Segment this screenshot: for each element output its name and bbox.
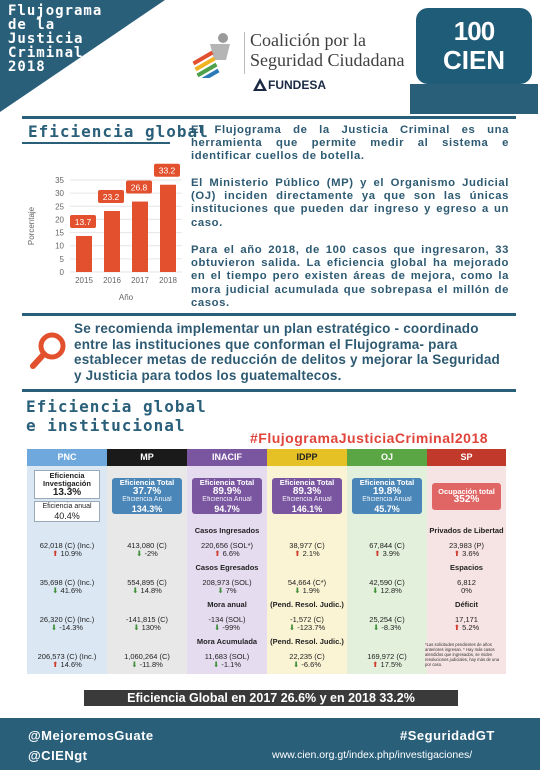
- pnc-eff-value: 13.3%: [52, 486, 82, 498]
- metric-label: Mora Acumulada: [187, 637, 267, 648]
- metric-value: 413,080 (C): [127, 540, 167, 550]
- metric-change-value: 41.6%: [60, 586, 82, 595]
- metric-cell: [187, 574, 267, 600]
- data-label: 13.7: [74, 216, 92, 227]
- y-tick-label: 5: [59, 254, 64, 264]
- table-row: [27, 574, 506, 600]
- metric-change: [108, 624, 186, 633]
- metric-change: [268, 624, 346, 633]
- metric-change-value: 5.2%: [462, 623, 480, 632]
- arrow-up-icon: ⬆: [453, 623, 463, 632]
- arrow-down-icon: ⬇: [372, 586, 381, 595]
- x-axis-label: Año: [118, 293, 134, 302]
- metric-change: [428, 550, 505, 559]
- table-subheader-row: [27, 563, 506, 574]
- arrow-down-icon: ⬇: [293, 660, 302, 669]
- metric-value: 208,973 (SOL): [202, 577, 252, 587]
- metric-value: 23,983 (P): [448, 540, 485, 550]
- twitter-handle-mejoremos[interactable]: @MejoremosGuate: [28, 728, 154, 743]
- coalicion-line1: Coalición por la: [250, 30, 366, 50]
- corner-title-line: 2018: [8, 59, 46, 75]
- metric-cell: [427, 611, 506, 637]
- oj-annual-label: Eficiencia Anual: [362, 496, 412, 503]
- metric-cell: [107, 611, 187, 637]
- header-oj: OJ: [347, 449, 427, 466]
- hashtag-seguridad[interactable]: #SeguridadGT: [400, 728, 495, 743]
- y-tick-label: 10: [55, 241, 64, 251]
- empty-cell: [27, 637, 107, 648]
- table-row: [27, 611, 506, 637]
- metric-cell: [187, 648, 267, 674]
- inacif-annual-label: Eficiencia Anual: [202, 496, 252, 503]
- oj-annual-value: 45.7%: [374, 503, 400, 514]
- corner-title-line: Justicia: [8, 31, 84, 47]
- institutions-table: [27, 449, 506, 674]
- section-title-institucional: [26, 397, 207, 435]
- metric-change: [348, 587, 426, 596]
- header-sp: SP: [427, 449, 506, 466]
- metric-cell: [347, 611, 427, 637]
- metric-change: [28, 661, 106, 670]
- logo-divider: [244, 32, 245, 74]
- bar: [104, 211, 120, 272]
- mp-annual-value: 134.3%: [131, 503, 163, 514]
- inacif-eff-value: 89.9%: [212, 485, 242, 497]
- metric-change-value: 3.6%: [462, 549, 480, 558]
- intro-paragraph: El Flujograma de la Justicia Criminal es una herramienta que permite medir al sistema e identificar cuellos de botella.: [191, 124, 509, 163]
- arrow-down-icon: ⬇: [131, 660, 140, 669]
- recommendation-text: Se recomienda implementar un plan estratégico - coordinado entre las instituciones que conforman el Flujograma- para establecer metas de reducción de delitos y mejorar la Seguridad y Justicia para todos los guatemaltecos.: [74, 321, 501, 383]
- metric-cell: [107, 574, 187, 600]
- arrow-down-icon: ⬇: [213, 660, 222, 669]
- metric-change-value: 1.9%: [302, 586, 320, 595]
- sp-metric-label: Déficit: [427, 600, 506, 611]
- metric-value: -141,815 (C): [125, 614, 169, 624]
- metric-value: 54,664 (C*): [287, 577, 327, 587]
- mp-efficiency-card: [112, 478, 182, 514]
- arrow-up-icon: ⬆: [374, 549, 383, 558]
- header-pnc: PNC: [27, 449, 107, 466]
- metric-value: 35,698 (C) (Inc.): [39, 577, 95, 587]
- metric-cell: [267, 648, 347, 674]
- fundesa-logo-icon: [253, 78, 267, 91]
- metric-change-value: -11.8%: [139, 660, 163, 669]
- idpp-annual-label: Eficiencia Anual: [282, 496, 332, 503]
- section-divider-lower: [22, 389, 516, 392]
- arrow-up-icon: ⬆: [294, 549, 303, 558]
- metric-change-value: 7%: [225, 586, 237, 595]
- empty-cell: [27, 563, 107, 574]
- metric-label-secondary: (Pend. Resol. Judic.): [267, 637, 347, 648]
- metric-change: [428, 624, 505, 633]
- corner-title-line: Criminal: [8, 45, 84, 61]
- metric-label: Mora anual: [187, 600, 267, 611]
- metric-cell: [187, 611, 267, 637]
- cien-logo-number: 100: [453, 16, 495, 46]
- oj-eff-value: 19.8%: [372, 485, 402, 497]
- metric-change-value: 10.9%: [60, 549, 82, 558]
- arrow-up-icon: ⬆: [52, 549, 61, 558]
- arrow-down-icon: ⬇: [136, 549, 145, 558]
- arrow-down-icon: ⬇: [294, 586, 303, 595]
- metric-change: [348, 661, 426, 670]
- pnc-eff-title: Eficiencia Investigación: [43, 470, 91, 489]
- inacif-efficiency-card: [192, 478, 262, 514]
- arrow-up-icon: ⬆: [52, 660, 61, 669]
- x-tick-label: 2016: [103, 276, 121, 285]
- y-tick-label: 25: [55, 202, 64, 212]
- metric-cell: [347, 648, 427, 674]
- cell-pnc-efficiency: [27, 466, 107, 526]
- metric-value: 22,235 (C): [289, 651, 325, 661]
- table-subheader-row: [27, 526, 506, 537]
- coalicion-name: [250, 30, 404, 70]
- efficiency-bar-chart: [22, 150, 192, 310]
- bar: [132, 202, 148, 272]
- arrow-up-icon: ⬆: [214, 549, 223, 558]
- global-efficiency-summary: Eficiencia Global en 2017 26.6% y en 2018 33.2%: [84, 690, 458, 706]
- arrow-down-icon: ⬇: [217, 586, 226, 595]
- metric-change: [268, 661, 346, 670]
- y-tick-label: 30: [55, 189, 64, 199]
- oj-efficiency-card: [352, 478, 422, 514]
- metric-change: [268, 587, 346, 596]
- cien-logo-text: CIEN: [442, 45, 506, 75]
- sp-footnote: *Las solicitudes pendientes de años anteriores ingresan. * Hay más casos atendidos que ingresados, se miden resoluciones judiciales, hay más de una por caso.: [425, 642, 505, 667]
- x-tick-label: 2017: [131, 276, 149, 285]
- arrow-down-icon: ⬇: [373, 623, 382, 632]
- table-row-efficiency: [27, 466, 506, 526]
- metric-change-value: 3.9%: [382, 549, 400, 558]
- metric-label: Casos Ingresados: [187, 526, 267, 537]
- metric-change: [188, 550, 266, 559]
- website-link[interactable]: www.cien.org.gt/index.php/investigaciones/: [272, 749, 473, 761]
- metric-change-value: 0%: [461, 586, 472, 595]
- metric-change: [28, 550, 106, 559]
- idpp-efficiency-card: [272, 478, 342, 514]
- x-tick-label: 2018: [159, 276, 177, 285]
- metric-change: [188, 661, 266, 670]
- empty-cell: [347, 637, 427, 648]
- hashtag-flujograma: #FlujogramaJusticiaCriminal2018: [250, 430, 489, 446]
- metric-value: -1,572 (C): [290, 614, 324, 624]
- metric-value: 554,895 (C): [127, 577, 167, 587]
- section2-title-line1: Eficiencia global: [26, 397, 207, 416]
- metric-change: [108, 587, 186, 596]
- section2-title-line2: e institucional: [26, 416, 186, 435]
- corner-title: [8, 4, 102, 74]
- bar: [160, 185, 176, 272]
- metric-value: 67,844 (C): [369, 540, 405, 550]
- metric-cell: [107, 648, 187, 674]
- metric-cell: [187, 537, 267, 563]
- y-tick-label: 15: [55, 228, 64, 238]
- metric-change-value: 14.8%: [140, 586, 162, 595]
- metric-cell: [107, 537, 187, 563]
- metric-change-value: -2%: [144, 549, 158, 558]
- metric-change-value: 12.8%: [380, 586, 402, 595]
- magnifier-icon: [30, 331, 70, 371]
- empty-cell: [27, 600, 107, 611]
- institutions-paragraph: El Ministerio Público (MP) y el Organismo Judicial (OJ) inciden directamente ya que son las únicas instituciones que pueden dar ingreso y egreso a un caso.: [191, 177, 509, 229]
- metric-cell: [27, 648, 107, 674]
- metric-change: [348, 550, 426, 559]
- metric-cell: [27, 537, 107, 563]
- metric-change: [348, 624, 426, 633]
- section-divider-middle: [22, 313, 516, 316]
- empty-cell: [107, 637, 187, 648]
- metric-cell: [27, 611, 107, 637]
- metric-value: 38,977 (C): [289, 540, 325, 550]
- sp-occ-title: Ocupación total: [438, 486, 495, 496]
- oj-eff-title: Eficiencia Total: [359, 478, 415, 487]
- metric-value: 1,060,264 (C): [124, 651, 170, 661]
- section-title-eficiencia: Eficiencia global: [28, 122, 209, 141]
- metric-cell: [27, 574, 107, 600]
- metric-cell: [347, 537, 427, 563]
- mp-eff-title: Eficiencia Total: [119, 478, 175, 487]
- header-mp: MP: [107, 449, 187, 466]
- metric-change-value: 2.1%: [302, 549, 320, 558]
- metric-change-value: -14.3%: [59, 623, 84, 632]
- metric-change: [428, 587, 505, 596]
- metric-value: 169,972 (C): [367, 651, 407, 661]
- metric-cell: [347, 574, 427, 600]
- idpp-eff-title: Eficiencia Total: [279, 478, 335, 487]
- metric-value: 206,573 (C) (Inc.): [37, 651, 97, 661]
- metric-value: -134 (SOL): [208, 614, 246, 624]
- sp-occupancy-card: [432, 483, 501, 510]
- metric-value: 26,320 (C) (Inc.): [39, 614, 95, 624]
- pnc-annual-value: 40.4%: [54, 510, 80, 521]
- metric-label: Casos Egresados: [187, 563, 267, 574]
- table-row: [27, 537, 506, 563]
- metric-value: 11,683 (SOL): [204, 651, 250, 661]
- metric-change: [108, 661, 186, 670]
- empty-cell: [347, 563, 427, 574]
- metric-change-value: -123.7%: [297, 623, 326, 632]
- twitter-handle-cien[interactable]: @CIENgt: [28, 748, 88, 763]
- empty-cell: [107, 600, 187, 611]
- empty-cell: [27, 526, 107, 537]
- metric-change-value: 17.5%: [380, 660, 402, 669]
- cell-mp-efficiency: [107, 466, 187, 526]
- metric-change: [108, 550, 186, 559]
- idpp-eff-value: 89.3%: [292, 485, 322, 497]
- inacif-eff-title: Eficiencia Total: [199, 478, 255, 487]
- metric-cell: [267, 537, 347, 563]
- empty-cell: [107, 526, 187, 537]
- table-header-row: [27, 449, 506, 466]
- metric-change-value: -1.1%: [221, 660, 241, 669]
- metric-cell: [427, 537, 506, 563]
- bar: [76, 236, 92, 272]
- corner-title-line: Flujograma: [8, 3, 103, 19]
- data-label: 26.8: [130, 182, 148, 193]
- sp-occ-value: 352%: [453, 494, 480, 505]
- fundesa-logo-text: FUNDESA: [268, 78, 327, 92]
- header-inacif: INACIF: [187, 449, 267, 466]
- empty-cell: [347, 600, 427, 611]
- table-subheader-row: [27, 600, 506, 611]
- metric-change: [188, 587, 266, 596]
- coalicion-line2: Seguridad Ciudadana: [250, 50, 405, 70]
- cell-sp-efficiency: [427, 466, 506, 526]
- arrow-up-icon: ⬆: [453, 549, 463, 558]
- metric-change-value: 14.6%: [60, 660, 82, 669]
- metric-value: 220,656 (SOL*): [200, 540, 254, 550]
- arrow-down-icon: ⬇: [50, 623, 60, 632]
- metric-value: 25,254 (C): [369, 614, 405, 624]
- sp-metric-label: Privados de Libertad: [427, 526, 506, 537]
- metric-change: [28, 587, 106, 596]
- metric-change-value: -99%: [222, 623, 240, 632]
- mp-annual-label: Eficiencia Anual: [122, 496, 172, 503]
- results-paragraph: Para el año 2018, de 100 casos que ingresaron, 33 obtuvieron salida. La eficiencia global ha mejorado en el tiempo pero existen áreas de mejora, como la mora judicial acumulada que sobrepasa el millón de casos.: [191, 244, 509, 309]
- y-tick-label: 0: [59, 268, 64, 277]
- cell-idpp-efficiency: [267, 466, 347, 526]
- metric-cell: [427, 574, 506, 600]
- arrow-down-icon: ⬇: [133, 623, 142, 632]
- metric-value: 6,812: [457, 577, 476, 587]
- arrow-down-icon: ⬇: [288, 623, 298, 632]
- coalicion-logo-icon: [190, 30, 242, 78]
- metric-cell: [267, 574, 347, 600]
- metric-change: [268, 550, 346, 559]
- corner-title-line: de la: [8, 17, 56, 33]
- pnc-annual-label: Eficiencia anual: [42, 503, 92, 511]
- cell-oj-efficiency: [347, 466, 427, 526]
- header-band-right: [410, 84, 538, 114]
- idpp-annual-value: 146.1%: [291, 503, 323, 514]
- mp-eff-value: 37.7%: [132, 485, 162, 497]
- metric-label-secondary: (Pend. Resol. Judic.): [267, 600, 347, 611]
- footer-bar: [0, 718, 540, 770]
- data-label: 33.2: [158, 165, 176, 176]
- cien-logo: [416, 8, 532, 84]
- metric-value: 62,018 (C) (Inc.): [39, 540, 95, 550]
- empty-cell: [267, 526, 347, 537]
- arrow-up-icon: ⬆: [372, 660, 381, 669]
- y-tick-label: 35: [55, 176, 64, 185]
- sp-metric-label: Espacios: [427, 563, 506, 574]
- arrow-down-icon: ⬇: [132, 586, 141, 595]
- metric-change-value: 6.6%: [222, 549, 240, 558]
- inacif-annual-value: 94.7%: [214, 503, 240, 514]
- empty-cell: [267, 563, 347, 574]
- metric-value: 42,590 (C): [369, 577, 405, 587]
- metric-change: [188, 624, 266, 633]
- header-idpp: IDPP: [267, 449, 347, 466]
- arrow-down-icon: ⬇: [214, 623, 223, 632]
- metric-change-value: -6.6%: [301, 660, 321, 669]
- metric-cell: [267, 611, 347, 637]
- x-tick-label: 2015: [75, 276, 93, 285]
- y-tick-label: 20: [55, 215, 64, 225]
- section-title-underline: [22, 142, 170, 144]
- metric-change-value: -8.3%: [381, 623, 401, 632]
- arrow-down-icon: ⬇: [52, 586, 61, 595]
- cell-inacif-efficiency: [187, 466, 267, 526]
- metric-change-value: 130%: [141, 623, 161, 632]
- metric-change: [28, 624, 106, 633]
- empty-cell: [107, 563, 187, 574]
- metric-value: 17,171: [455, 614, 478, 624]
- y-axis-label: Porcentaje: [27, 206, 36, 246]
- section-divider-top: [22, 116, 516, 119]
- data-label: 23.2: [102, 192, 120, 203]
- empty-cell: [347, 526, 427, 537]
